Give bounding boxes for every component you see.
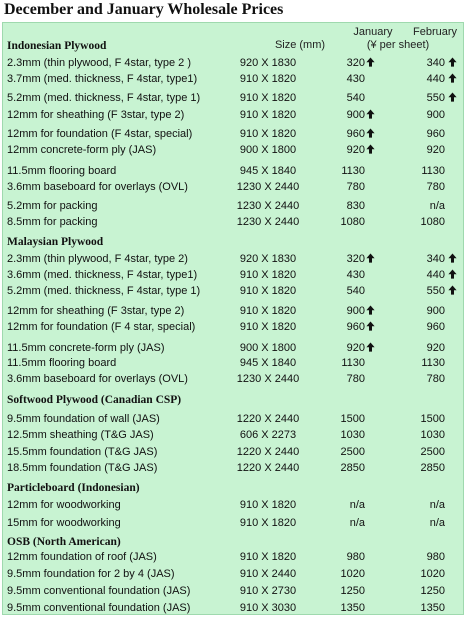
item-size: 910 X 1820 <box>239 128 297 140</box>
february-price: 550 <box>426 285 445 297</box>
up-arrow-icon <box>447 73 457 87</box>
table-row <box>3 73 465 86</box>
item-size: 920 X 1830 <box>239 57 297 69</box>
item-name: 8.5mm for packing <box>7 216 98 228</box>
item-size: 1230 X 2440 <box>236 216 300 228</box>
february-price: 1030 <box>420 429 445 441</box>
table-row <box>3 200 465 213</box>
table-row <box>3 165 465 178</box>
february-price: 960 <box>426 321 445 333</box>
february-price: 1500 <box>420 413 445 425</box>
february-price: 920 <box>426 342 445 354</box>
item-size: 910 X 3030 <box>239 602 297 614</box>
section-header: Softwood Plywood (Canadian CSP) <box>7 394 182 406</box>
january-price: 1350 <box>340 602 365 614</box>
item-name: 2.3mm (thin plywood, F 4star, type 2 ) <box>7 57 192 69</box>
item-size: 910 X 2730 <box>239 585 297 597</box>
item-name: 9.5mm conventional foundation (JAS) <box>7 602 191 614</box>
february-price: 920 <box>426 144 445 156</box>
item-size: 1230 X 2440 <box>236 200 300 212</box>
february-price: n/a <box>429 200 445 212</box>
table-row <box>3 429 465 442</box>
february-price: 340 <box>426 57 445 69</box>
table-row <box>3 342 465 355</box>
item-size: 1230 X 2440 <box>236 181 300 193</box>
item-name: 12mm for foundation (F 4 star, special) <box>7 321 196 333</box>
item-size: 900 X 1800 <box>239 144 297 156</box>
up-arrow-icon <box>365 305 375 319</box>
page-title: December and January Wholesale Prices <box>4 1 284 18</box>
up-arrow-icon <box>447 269 457 283</box>
table-row <box>3 216 465 229</box>
item-name: 12mm concrete-form ply (JAS) <box>7 144 157 156</box>
table-row <box>3 57 465 70</box>
january-price: 1130 <box>341 357 365 369</box>
item-name: 3.6mm (med. thickness, F 4star, type1) <box>7 269 198 281</box>
january-price: 1080 <box>340 216 365 228</box>
item-name: 12mm foundation of roof (JAS) <box>7 551 157 563</box>
item-name: 15mm for woodworking <box>7 517 121 529</box>
january-price: 320 <box>346 253 365 265</box>
item-size: 606 X 2273 <box>239 429 297 441</box>
table-row <box>3 128 465 141</box>
february-price: 440 <box>426 73 445 85</box>
up-arrow-icon <box>365 253 375 267</box>
item-size: 900 X 1800 <box>239 342 297 354</box>
january-price: 960 <box>346 321 365 333</box>
item-name: 3.6mm baseboard for overlays (OVL) <box>7 181 188 193</box>
item-name: 11.5mm flooring board <box>7 165 117 177</box>
up-arrow-icon <box>447 285 457 299</box>
january-column-header: January <box>353 26 393 38</box>
table-row <box>3 446 465 459</box>
up-arrow-icon <box>447 57 457 71</box>
item-size: 910 X 1820 <box>239 92 297 104</box>
up-arrow-icon <box>447 253 457 267</box>
january-price: 540 <box>346 92 365 104</box>
february-price: 900 <box>426 305 445 317</box>
item-name: 9.5mm foundation for 2 by 4 (JAS) <box>7 568 175 580</box>
january-price: 780 <box>346 181 365 193</box>
january-price: 540 <box>346 285 365 297</box>
item-size: 910 X 1820 <box>239 321 297 333</box>
january-price: 830 <box>346 200 365 212</box>
item-name: 11.5mm concrete-form ply (JAS) <box>7 342 165 354</box>
february-price: 1130 <box>421 357 445 369</box>
item-size: 1230 X 2440 <box>236 373 300 385</box>
january-price: 960 <box>346 128 365 140</box>
february-price: n/a <box>429 517 445 529</box>
february-price: 900 <box>426 109 445 121</box>
february-price: 980 <box>426 551 445 563</box>
up-arrow-icon <box>365 342 375 356</box>
item-size: 910 X 1820 <box>239 517 297 529</box>
table-row <box>3 144 465 157</box>
february-price: 960 <box>426 128 445 140</box>
up-arrow-icon <box>365 321 375 335</box>
january-price: 320 <box>346 57 365 69</box>
item-size: 945 X 1840 <box>239 357 297 369</box>
january-price: 1030 <box>340 429 365 441</box>
january-price: 1020 <box>340 568 365 580</box>
table-row <box>3 321 465 334</box>
january-price: 920 <box>346 144 365 156</box>
item-name: 5.2mm for packing <box>7 200 98 212</box>
item-size: 945 X 1840 <box>239 165 297 177</box>
january-price: 900 <box>346 305 365 317</box>
january-price: 920 <box>346 342 365 354</box>
table-row <box>3 373 465 386</box>
february-price: 440 <box>426 269 445 281</box>
item-size: 1220 X 2440 <box>236 462 300 474</box>
table-row <box>3 413 465 426</box>
up-arrow-icon <box>365 57 375 71</box>
february-price: 2850 <box>420 462 445 474</box>
item-name: 9.5mm conventional foundation (JAS) <box>7 585 191 597</box>
table-row <box>3 253 465 266</box>
january-price: 1500 <box>340 413 365 425</box>
january-price: 430 <box>346 73 365 85</box>
february-price: 1080 <box>420 216 445 228</box>
section-header: Particleboard (Indonesian) <box>7 482 140 494</box>
table-row <box>3 568 465 581</box>
february-price: 2500 <box>420 446 445 458</box>
table-row <box>3 585 465 598</box>
february-price: 780 <box>426 181 445 193</box>
item-size: 910 X 2440 <box>239 568 297 580</box>
january-price: 430 <box>346 269 365 281</box>
table-row <box>3 357 465 370</box>
january-price: 780 <box>346 373 365 385</box>
item-name: 3.7mm (med. thickness, F 4star, type1) <box>7 73 198 85</box>
item-size: 910 X 1820 <box>239 551 297 563</box>
table-row <box>3 517 465 530</box>
item-name: 9.5mm foundation of wall (JAS) <box>7 413 160 425</box>
item-name: 12mm for foundation (F 4star, special) <box>7 128 193 140</box>
january-price: 1250 <box>340 585 365 597</box>
size-column-header: Size (mm) <box>274 39 326 51</box>
item-name: 18.5mm foundation (T&G JAS) <box>7 462 158 474</box>
up-arrow-icon <box>365 144 375 158</box>
february-price: 1020 <box>420 568 445 580</box>
unit-header: (¥ per sheet) <box>366 39 430 51</box>
item-size: 1220 X 2440 <box>236 446 300 458</box>
item-name: 12mm for woodworking <box>7 499 121 511</box>
item-size: 910 X 1820 <box>239 73 297 85</box>
february-price: 1350 <box>420 602 445 614</box>
table-row <box>3 92 465 105</box>
february-price: 550 <box>426 92 445 104</box>
section-header: OSB (North American) <box>7 536 121 548</box>
february-price: 780 <box>426 373 445 385</box>
item-size: 910 X 1820 <box>239 109 297 121</box>
january-price: 2850 <box>340 462 365 474</box>
item-size: 910 X 1820 <box>239 499 297 511</box>
item-name: 2.3mm (thin plywood, F 4star, type 2) <box>7 253 188 265</box>
item-size: 920 X 1830 <box>239 253 297 265</box>
item-name: 3.6mm baseboard for overlays (OVL) <box>7 373 188 385</box>
february-price: 1130 <box>421 165 445 177</box>
item-name: 12mm for sheathing (F 3star, type 2) <box>7 109 185 121</box>
table-row <box>3 499 465 512</box>
february-price: 340 <box>426 253 445 265</box>
item-name: 12mm for sheathing (F 3star, type 2) <box>7 305 185 317</box>
up-arrow-icon <box>365 128 375 142</box>
table-row <box>3 269 465 282</box>
section-header: Indonesian Plywood <box>7 40 107 52</box>
february-column-header: February <box>412 26 458 38</box>
item-name: 15.5mm foundation (T&G JAS) <box>7 446 158 458</box>
item-size: 910 X 1820 <box>239 305 297 317</box>
table-row <box>3 602 465 615</box>
price-table <box>2 22 464 615</box>
table-row <box>3 305 465 318</box>
january-price: 900 <box>346 109 365 121</box>
table-row <box>3 551 465 564</box>
item-size: 1220 X 2440 <box>236 413 300 425</box>
january-price: 1130 <box>341 165 365 177</box>
table-row <box>3 462 465 475</box>
item-size: 910 X 1820 <box>239 269 297 281</box>
january-price: n/a <box>349 517 365 529</box>
up-arrow-icon <box>447 92 457 106</box>
february-price: 1250 <box>420 585 445 597</box>
table-row <box>3 181 465 194</box>
table-row <box>3 285 465 298</box>
february-price: n/a <box>429 499 445 511</box>
item-name: 5.2mm (med. thickness, F 4star, type 1) <box>7 285 201 297</box>
item-name: 11.5mm flooring board <box>7 357 117 369</box>
table-row <box>3 109 465 122</box>
january-price: n/a <box>349 499 365 511</box>
item-name: 12.5mm sheathing (T&G JAS) <box>7 429 154 441</box>
section-header: Malaysian Plywood <box>7 236 104 248</box>
item-name: 5.2mm (med. thickness, F 4star, type 1) <box>7 92 201 104</box>
item-size: 910 X 1820 <box>239 285 297 297</box>
january-price: 2500 <box>340 446 365 458</box>
january-price: 980 <box>346 551 365 563</box>
up-arrow-icon <box>365 109 375 123</box>
